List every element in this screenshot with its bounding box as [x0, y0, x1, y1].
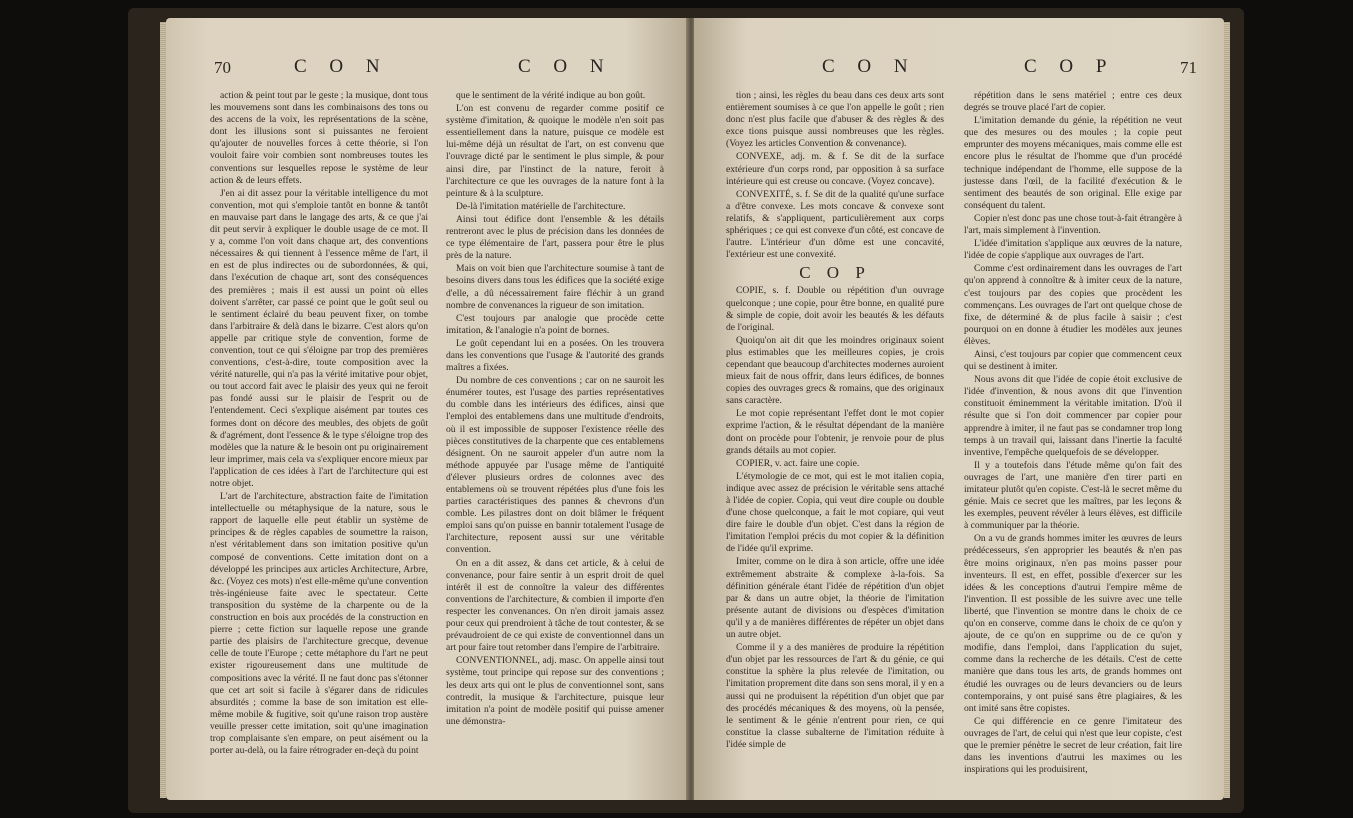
text-column-2	[964, 90, 1182, 777]
page-number: 71	[1180, 58, 1197, 77]
paragraph: Le goût cependant lui en a posées. On les trouvera dans les conventions que l'usage & l'autorité des grands maîtres a fixées.	[446, 337, 664, 374]
text-column-1	[210, 90, 428, 758]
paragraph: De-là l'imitation matérielle de l'architecture.	[456, 200, 626, 212]
paragraph: que le sentiment de la vérité indique au bon goût.	[456, 90, 646, 101]
paragraph: CONVEXITÉ, s. f. Se dit de la qualité qu'une surface a d'être convexe. Les mots concave & convexe sont relatifs, & s'appliquent, particulièrement aux corps sphériques ; ce qui est convexe d'un côté, est concave de l'autre. L'intérieur d'un dôme est une concavité, l'extérieur est une convexité.	[726, 188, 944, 261]
text-column-2	[446, 90, 664, 729]
paragraph: Nous avons dit que l'idée de copie étoit exclusive de l'idée d'invention, & nous avons dit que l'invention constituoit éminemment la véritable imitation. D'où il résulte que si l'on doit commencer par copier pour apprendre à imiter, il ne faut pas se condamner trop long temps à un travail qui, laissant dans l'inertie la faculté inventive, l'empêche quelquefois de se développer.	[964, 374, 1182, 458]
paragraph: Ainsi, c'est toujours par copier que commencent ceux qui se destinent à imiter.	[964, 348, 1182, 373]
paragraph: On a vu de grands hommes imiter les œuvres de leurs prédécesseurs, s'en approprier les beautés & n'en pas être moins originaux, n'en pas moins passer pour inventeurs. Il est, en effet, possible d'exercer sur les idées & les conceptions d'autrui l'empire même de l'invention. Il est possible de les suivre avec une telle liberté, que l'invention se montre dans le choix de ce qu'on en conserve, comme dans le choix de ce qu'on y ajoute, de ce qu'on en supprime ou de ce qu'on y modifie, dans l'emploi, dans l'application du sujet, comme dans la recherche de les détails. C'est de cette manière que dans tous les arts, de grands hommes ont étudié les ouvrages ou de leurs devanciers ou de leurs contemporains, y ont puisé sans être plagiaires, & les ont imité sans être copistes.	[964, 533, 1182, 714]
paragraph: Le mot copie représentant l'effet dont le mot copier exprime l'action, & le résultat dépendant de la manière dont on procède pour l'obtenir, je renvoie pour de plus grands détails au mot copier.	[726, 408, 944, 456]
section-heading: C O P	[799, 263, 871, 283]
paragraph: COPIER, v. act. faire une copie.	[736, 457, 860, 469]
paragraph: Quoiqu'on ait dit que les moindres originaux soient plus estimables que les meilleures copies, je crois cependant que beaucoup d'architectes modernes auroient mieux fait de nous offrir, dans leurs édifices, de bonnes copies des ouvrages grecs & romains, que des originaux sans caractère.	[726, 334, 944, 407]
paragraph: L'imitation demande du génie, la répétition ne veut que des mesures ou des moules ; la copie peut emprunter des moyens mécaniques, mais comme elle est encore plus le résultat de l'homme que d'un procédé technique indépendant de l'homme, elle suppose de la justesse dans l'œil, de la facilité d'exécution & le sentiment des beautés de son original. Elle exige par conséquent du talent.	[964, 115, 1182, 211]
page-number: 70	[214, 58, 231, 77]
paragraph: tion ; ainsi, les règles du beau dans ces deux arts sont entièrement soumises à ce que l'on appelle le goût ; rien donc n'est plus facile que d'abuser & des règles & des exce tions puisque aussi nombreuses que les règles. (Voyez les articles Convention & convenance).	[726, 90, 944, 150]
paragraph: COPIE, s. f. Double ou répétition d'un ouvrage quelconque ; une copie, pour être bonne, en qualité pure & simple de copie, doit avoir les beautés & les défauts de l'original.	[726, 285, 944, 333]
paragraph: C'est toujours par analogie que procède cette imitation, & l'analogie n'a point de bornes.	[446, 312, 664, 336]
paragraph: action & peint tout par le geste ; la musique, dont tous les mouvemens sont dans les combinaisons des tons ou des accens de la voix, les représentations de la scène, dont les illusions sont si puissantes ne feroient qu'ajouter de nouvelles forces à cette théorie, si l'on vouloit faire voir combien sont nombreuses toutes les conventions sur lesquelles repose le système de leur action & de leurs effets.	[210, 90, 428, 186]
running-head-left: C O N	[822, 56, 917, 77]
paragraph: CONVEXE, adj. m. & f. Se dit de la surface extérieure d'un corps rond, par opposition à sa surface intérieure qui est creuse ou concave. (Voyez concave).	[726, 151, 944, 187]
running-head-right: C O P	[1024, 56, 1116, 77]
paragraph: Comme il y a des manières de produire la répétition d'un objet par les ressources de l'art & du génie, ce qui constitue la sphère la plus relevée de l'imitation, ou l'imitation proprement dite dans son sens moral, il y en a aussi qui ne produisent la répétition d'un objet que par des procédés mécaniques & des moyens, où la pensée, le sentiment & le génie n'entrent pour rien, ce qui constitue la classe subalterne de l'imitation réduite à l'idée simple de	[726, 642, 944, 750]
paragraph: répétition dans le sens matériel ; entre ces deux degrés se trouve placé l'art de copier.	[964, 90, 1182, 114]
paragraph: Ainsi tout édifice dont l'ensemble & les détails rentreront avec le plus de précision dans les données de ce type élémentaire de l'art, passera pour être le plus près de la nature.	[446, 213, 664, 262]
paragraph: Il y a toutefois dans l'étude même qu'on fait des ouvrages de l'art, une manière d'en tirer parti en imitateur plutôt qu'en copiste. C'est-là le secret même du génie. Mais ce secret que les maîtres, par les leçons & les exemples, peuvent révéler à leurs élèves, est difficile à communiquer par la théorie.	[964, 459, 1182, 532]
paragraph: On en a dit assez, & dans cet article, & à celui de convenance, pour faire sentir à un esprit droit de quel intérêt il est de connoître la valeur des différentes conventions de l'architecture, & combien il importe d'en respecter les convenances. On n'en diroit jamais assez pour ceux qui prendroient à tâche de tout contester, & se prévaudroient de ce qui existe de conventionnel dans un art pour faire tout retomber dans l'empire de l'arbitraire.	[446, 557, 664, 654]
right-page	[694, 18, 1224, 800]
running-head-right: C O N	[518, 56, 613, 77]
paragraph: Copier n'est donc pas une chose tout-à-fait étrangère à l'art, mais simplement à l'invention.	[964, 212, 1182, 237]
running-head-left: C O N	[294, 56, 389, 77]
paragraph: L'idée d'imitation s'applique aux œuvres de la nature, l'idée de copie s'applique aux ouvrages de l'art.	[964, 238, 1182, 262]
left-page	[166, 18, 688, 800]
paragraph: Du nombre de ces conventions ; car on ne sauroit les énumérer toutes, est l'usage des parties représentatives du comble dans les intérieurs des édifices, ainsi que l'emploi des entablemens dans une multitude d'endroits, où il est impossible de supposer l'existence réelle des pièces constitutives de la charpente que ces entablemens désignent. On ne sauroit appeler d'un autre nom la méthode appuyée par l'usage même de l'antiquité d'élever plusieurs ordres de colonnes avec des entablemens où se trouvent répétées plus d'une fois les parties caractéristiques des pannes & chevrons d'un comble. Les pilastres dont on doit blâmer le fréquent emploi sans qu'on puisse en bannir totalement l'usage de l'architecture, reposent aussi sur une véritable convention.	[446, 375, 664, 556]
paragraph: L'étymologie de ce mot, qui est le mot italien copia, indique avec assez de précision le véritable sens attaché à l'idée de copier. Copia, qui veut dire couple ou double d'une chose quelconque, a fait le mot copiare, qui veut dire faire le double d'un objet. C'est dans la région de l'imitation l'emploi précis du mot copier & la définition de l'idée qu'il exprime.	[726, 470, 944, 555]
paragraph: L'on est convenu de regarder comme positif ce système d'imitation, & quoique le modèle n'en soit pas essentiellement dans la nature, puisque ce modèle est lui-même déjà un résultat de l'art, on est convenu que l'ouvrage dicté par le sentiment le plus simple, & pour ainsi dire, par l'instinct de la nature, feroit à l'architecture ce que les ouvrages de la nature font à la peinture & à la sculpture.	[446, 103, 664, 199]
paragraph: Comme c'est ordinairement dans les ouvrages de l'art qu'on apprend à connoître & à imiter ceux de la nature, c'est toujours par des copies que procèdent les commençans. Les ouvrages de l'art ont quelque chose de fixe, de déterminé & de plus facile à saisir ; c'est pourquoi on en donne à étudier les modèles aux jeunes élèves.	[964, 263, 1182, 347]
text-column-1	[726, 90, 944, 752]
paragraph: Mais on voit bien que l'architecture soumise à tant de besoins divers dans tous les édifices que la société exige d'elle, a dû nécessairement faire fléchir à un grand nombre de convenances la rigueur de son imitation.	[446, 263, 664, 311]
paragraph: J'en ai dit assez pour la véritable intelligence du mot convention, mot qui s'emploie tantôt en bonne & tantôt en mauvaise part dans le langage des arts, & ce que j'ai dit peut servir à expliquer le double usage de ce mot. Il y a, comme l'on voit dans chaque art, des conventions nécessaires & qui tiennent à l'essence même de l'art, il en est de plus indirectes ou de subordonnées, & qui, dans l'exécution de chaque art, sont des conséquences des premières ; mais il est aussi un point où elles doivent s'arrêter, car passé ce point que le goût seul ou le sentiment éclairé du beau peuvent fixer, on tombe dans l'arbitraire & delà dans le bizarre. C'est alors qu'on appelle par critique style de convention, forme de convention, tout ce qui s'éloigne par trop des premières conventions, c'est-à-dire, toute composition avec la vérité naturelle, qui n'a pas la vérité imitative pour objet, ou tout accord fait avec le plaisir des yeux qui ne feroit pas fondé aussi sur le plaisir de l'esprit ou de l'entendement. Ceci s'explique aisément par toutes ces formes dont on décore des meubles, des objets de goût & d'agrément, dont l'essence & le type s'éloigne trop des modèles que la nature & le besoin ont pu originairement leur imprimer, mais cela va s'expliquer encore mieux par l'application de ces idées à l'art de l'architecture qui est notre objet.	[210, 187, 428, 489]
paragraph: CONVENTIONNEL, adj. masc. On appelle ainsi tout système, tout principe qui repose sur des conventions ; les deux arts qui ont le plus de conventionnel sont, sans contredit, la musique & l'architecture, puisque leur imitation n'a point de modèle positif qui puisse amener une démonstra-	[446, 655, 664, 727]
paragraph: Ce qui différencie en ce genre l'imitateur des ouvrages de l'art, de celui qui n'est que leur copiste, c'est que le premier pénètre le secret de leur création, fait lire dans les inventions d'autrui les maximes ou les inspirations qui les produisirent,	[964, 715, 1182, 776]
paragraph: L'art de l'architecture, abstraction faite de l'imitation intellectuelle ou métaphysique de la nature, sous le rapport de laquelle elle peut établir un système de principes & de règles capables de soumettre la raison, n'est véritablement dans son imitation positive qu'un composé de conventions. Cette imitation dont on a développé les principes aux articles Architecture, Arbre, &c. (Voyez ces mots) n'est elle-même qu'une convention très-ingénieuse faite avec le spectateur. Cette transposition du système de la charpente ou de la construction en bois aux procédés de la construction en pierre ; cette fiction sur laquelle repose une grande partie des plaisirs de l'architecture grecque, devenue celle de toute l'Europe ; cette métaphore du l'art ne peut exister rigoureusement dans une multitude de compositions avec la vérité. Il ne faut donc pas s'étonner que cet art soit si facile à s'égarer dans de ridicules absurdités ; comme la base de son imitation est elle-même mobile & fugitive, soit qu'une raison trop austère veuille presser cette imitation, soit qu'une imagination trop complaisante s'en empare, on peut aisément ou la porter au-delà, ou la faire rétrograder en-deçà du point	[210, 491, 428, 757]
paragraph: Imiter, comme on le dira à son article, offre une idée extrêmement abstraite & complexe à-la-fois. Sa définition générale étant l'idée de répétition d'un objet par & dans un autre objet, la théorie de l'imitation présente autant de divisions ou d'espèces d'imitation qu'il y a de manières différentes de répéter un objet dans un autre objet.	[726, 556, 944, 641]
page-edge-right	[1224, 22, 1230, 798]
